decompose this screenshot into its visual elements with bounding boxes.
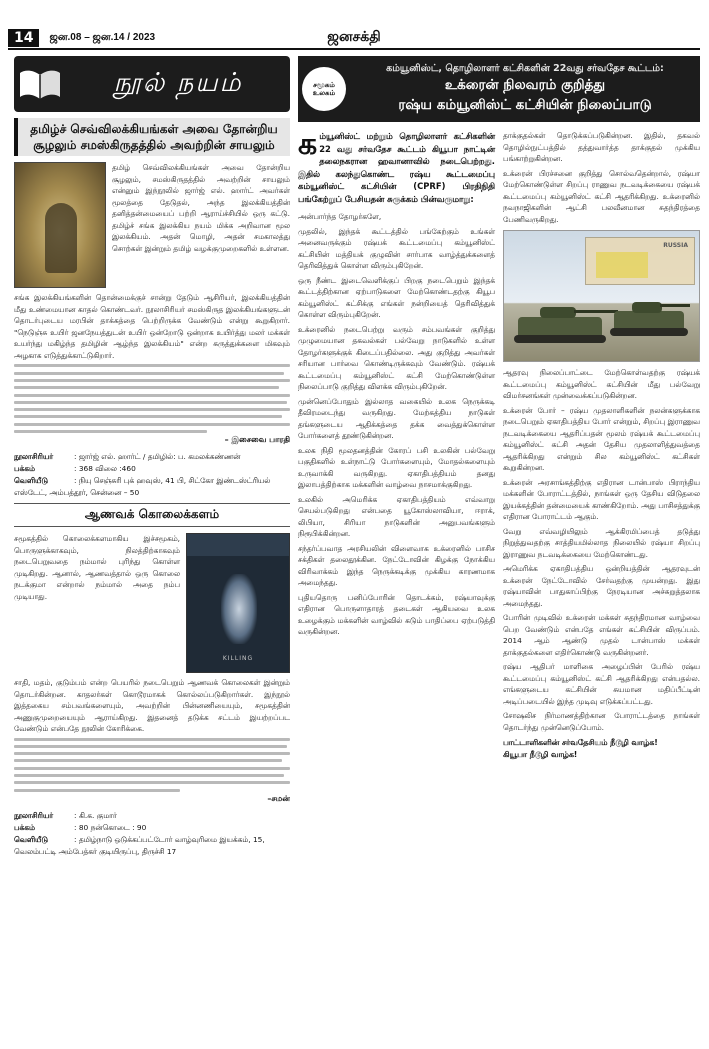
page-header [8, 28, 700, 50]
paragraph: உக்ரைன் போர் – ரஷ்ய முதலாளிகளின் நலன்களுக்காக நடைபெறும் ஏகாதிபத்திய போர் என்றும், சிறப்பு இராணுவ நடவடிக்கையை ஆதரிப்பதன் மூலம் ரஷ்யக் கூட்டமைப்பு கம்யூனிஸ்ட் கட்சி அதன் தேசிய முதலாளித்துவத்தை ஆதரிக்கிறது என்றும் சில கம்யூனிஸ்ட் கட்சிகள் கூறுகின்றன. [503, 405, 700, 472]
paragraph: தாக்குதல்கள் தொடுக்கப்படுகின்றன. இதில், தகவல் தொழில்நுட்பத்தில் தத்துவார்த்த தாக்குதல் முக்கிய பங்காற்றுகின்றன. [503, 131, 700, 163]
article1-text-continuation [14, 361, 290, 433]
article-lead: கம்யூனிஸ்ட் மற்றும் தொழிலாளர் கட்சிகளின் 22 வது சர்வதேச கூட்டம் கியூபா நாட்டின் தலைநகரான ஹவானாவில் நடைபெற்றது. இதில் கலந்துகொண்ட ரஷ்ய கூட்டமைப்பு கம்யூனிஸ்ட் கட்சியின் (CPRF) பிரதிநிதி பங்கேற்றுப் பேசியதன் சுருக்கம் பின்வருமாறு: [298, 127, 495, 204]
article1-intro-block [14, 162, 290, 288]
map-inset: RUSSIA [585, 237, 695, 285]
credit-row: பக்கம் : 80 நன்கொடை : 90 [14, 822, 147, 832]
page-date: ஜன.08 – ஜன.14 / 2023 [49, 32, 156, 43]
article2-body: சாதி, மதம், குடும்பம் என்ற பெயரில் நடைபெறும் ஆணவக் கொலைகள் இன்றும் தொடர்கின்றன. காதலர்கள் கொடூரமாகக் கொல்லப்படுகிறார்கள். இந்நூல் இத்தகைய சம்பவங்களையும், அவற்றின் பின்னணியையும், சமூகத்தின் அணுகுமுறையையும் ஆராய்கிறது. இதனைத் தடுக்க சட்டம் இயற்றப்பட வேண்டும் என்பதே நூலின் கோரிக்கை. [14, 678, 290, 734]
book-cover-image [14, 162, 106, 288]
paragraph: உலக நிதி மூலதனத்தின் கோரப் பசி உலகின் பல்வேறு பகுதிகளில் உள்நாட்டு போர்களையும், மோதல்களையும் உருவாக்கி வருகிறது. ஏகாதிபத்தியம் தனது இலாபத்திற்காக மக்களின் வாழ்வை நாசமாக்குகிறது. [298, 445, 495, 489]
paragraph: உக்ரைன் பிரச்சனை குறித்து சொல்வதென்றால், ரஷ்யா மேற்கொண்டுள்ள சிறப்பு ராணுவ நடவடிக்கையை ரஷ்யக் கூட்டமைப்பு கம்யூனிஸ்ட் கட்சி ஆதரிக்கிறது. உக்ரைனில் நவநாஜிகளின் ஆட்சி பலவீனமான சுதந்திரத்தை பேணிவருகிறது. [503, 168, 700, 224]
book-cover-image: KILLING [186, 533, 290, 673]
paragraph: வேறு எவ்வழியிலும் ஆக்கிரமிப்பைத் தடுத்து நிறுத்துவதற்கு சாத்தியமில்லாத நிலையில் ரஷ்யா சிறப்பு இராணுவ நடவடிக்கையை மேற்கொண்டது. [503, 526, 700, 559]
article-column-1 [298, 127, 495, 761]
headline-line-2: ரஷ்ய கம்யூனிஸ்ட் கட்சியின் நிலைப்பாடு [398, 97, 652, 113]
book-review-column [14, 56, 290, 1046]
paragraph: முன்னெப்போதும் இல்லாத வகையில் உலக நெருக்கடி தீவிரமடைந்து வருகிறது. மேற்கத்திய நாடுகள் தங்களுடைய ஆதிக்கத்தை தக்க வைத்துக்கொள்ள போர்களைத் தூண்டுகின்றன. [298, 396, 495, 440]
closing-slogan-2: கியூபா நீடூழி வாழ்க! [503, 750, 578, 759]
newspaper-name: ஜனசக்தி [327, 29, 381, 45]
article2-intro-block [14, 533, 290, 673]
section-logo [298, 56, 350, 122]
credit-row: வெளியீடு : தமிழ்நாடு ஒடுக்கப்பட்டோர் வாழ்வுரிமை இயக்கம், 15, வெலம்பட்டி அம்பேத்கர் குடியிருப்பு, திருச்சி 17 [14, 834, 265, 856]
headline-line-1: உக்ரைன் நிலவரம் குறித்து [444, 77, 606, 94]
tanks-photo [503, 230, 700, 362]
paragraph: போரின் முடிவில் உக்ரைன் மக்கள் சுதந்திரமான வாழ்வை பெற வேண்டும் என்பதே எங்கள் கட்சியின் விருப்பம். 2014 ஆம் ஆண்டு முதல் டான்பாஸ் மக்கள் தாக்குதல்களை எதிர்கொண்டு வருகின்றனர். [503, 613, 700, 657]
article1-signature: – இசைவை பாரதி [224, 435, 290, 445]
credit-row: பக்கம் : 368 விலை :460 [14, 464, 136, 474]
credit-row: நூலாசிரியர் : கி.க. குமார் [14, 810, 117, 820]
paragraph: உக்ரைன் அரசாங்கத்திற்கு எதிரான டான்பாஸ் பிராந்திய மக்களின் போராட்டத்தில், நாங்கள் ஒரு தேசிய விடுதலை இயக்கத்தின் தன்மையைக் காண்கிறோம். அது பாசிசத்துக்கு எதிரான போராட்டம் ஆகும். [503, 477, 700, 521]
article2-signature: –சமன் [267, 793, 290, 803]
article1-intro: தமிழ் செவ்விலக்கியங்கள் அவை தோன்றிய சூழலும், சமஸ்கிருதத்தில் அவற்றின் சாயலும் என்னும் இந்நூலில் ஜார்ஜ் எல். ஹார்ட் அவர்கள் மூலத்தை தேடுதல், அந்த இலக்கியத்தின் தனித்தன்மையைப் பற்றி ஆராய்ச்சியில் ஒரு கட்டு. தமிழ்ச் சங்க இலக்கிய நயம் மிக்க அறிவான மூல இலக்கியம். அதன் மொழி, அதன் சமகாலத்து சொற்கள் இன்றும் தமிழ் வழக்குமுறைகளில் உள்ளன. [112, 163, 290, 253]
main-article [298, 56, 700, 1046]
article-column-2 [503, 130, 700, 761]
open-book-icon [14, 56, 66, 112]
paragraph: புதியதொரு பனிப்போரின் தொடக்கம், ரஷ்யாவுக்கு எதிரான பொருளாதாரத் தடைகள் ஆகியவை உலக உழைக்கும் மக்களின் வாழ்வில் கடும் பாதிப்பை ஏற்படுத்தி வருகின்றன. [298, 592, 495, 636]
page-number: 14 [8, 29, 39, 47]
closing-slogan-1: பாட்டாளிகளின் சர்வதேசியம் நீடூழி வாழ்க! [503, 738, 658, 747]
article2-credits [14, 810, 290, 858]
paragraph: உலகில் அமெரிக்க ஏகாதிபத்தியம் எவ்வாறு செயல்படுகிறது என்பதை யூகோஸ்லாவியா, ஈராக், லிபியா, சிரியா நாடுகளின் அனுபவங்களும் நிரூபிக்கின்றன. [298, 494, 495, 538]
paragraph: ஒரு நீண்ட இடைவெளிக்குப் பிறகு நடைபெறும் இந்தக் கூட்டத்திற்கான ஏற்பாடுகளை மேற்கொண்டதற்கு கியூப கம்யூனிஸ்ட் கட்சிக்கு எங்கள் நன்றியைத் தெரிவித்துக் கொள்ள விரும்புகிறேன். [298, 275, 495, 319]
article1-title: தமிழ்ச் செவ்விலக்கியங்கள் அவை தோன்றிய சூழலும் சமஸ்கிருதத்தில் அவற்றின் சாயலும் [14, 118, 290, 156]
main-article-header [298, 56, 700, 122]
paragraph: சோஷலிச நிர்மாணத்திற்கான போராட்டத்தை நாங்கள் தொடர்ந்து முன்னெடுப்போம். [503, 711, 700, 732]
article1-body: சங்க இலக்கியங்களின் தொன்மைக்குச் சான்று தேடும் ஆசிரியர், இலக்கியத்தின் மீது உண்மையான காதல் கொண்டவர். நூலாசிரியர் சமஸ்கிருத இலக்கியங்களுடன் தொடர்புடைய மரபின் தாக்கத்தை பெற்றிருக்க வேண்டும் என்று கூறுகிறார். "நெடுஞ்சு உயிர் ஜனநேயத்துடன் உயிர் ஒன்றோடு ஒன்றாக உயிர்த்து மலர் மக்கள் உயர்ந்து மகிழ்ந்த தமிழின் ஆழ்ந்த இலக்கியம்" என்ற கருத்துக்களை மிகவும் அழகாக எடுத்துக்காட்டுகிறார். [14, 293, 290, 360]
paragraph: அமெரிக்க ஏகாதிபத்திய ஒன்றியத்தின் ஆதரவுடன் உக்ரைன் நேட்டோவில் சேர்வதற்கு முயன்றது. இது ரஷ்யாவின் பாதுகாப்பிற்கு நேரடியான அச்சுறுத்தலாக அமைந்தது. [503, 564, 700, 608]
book-review-banner [14, 56, 290, 112]
paragraph: ஆதரவு நிலைப்பாட்டை மேற்கொள்வதற்கு ரஷ்யக் கூட்டமைப்பு கம்யூனிஸ்ட் கட்சியின் மீது பல்வேறு விமர்சனங்கள் முன்வைக்கப்படுகின்றன. [503, 368, 700, 400]
article-kicker: கம்யூனிஸ்ட், தொழிலாளர் கட்சிகளின் 22வது சர்வதேச கூட்டம்: [386, 63, 664, 75]
paragraph: சந்தர்ப்பவாத அரசியலின் விளைவாக உக்ரைனில் பாசிச சக்திகள் தலைதூக்கின. நேட்டோவின் கிழக்கு நோக்கிய விரிவாக்கம் இந்த நெருக்கடிக்கு முக்கிய காரணமாக அமைந்தது. [298, 543, 495, 587]
drop-cap: க [298, 127, 318, 162]
paragraph: முதலில், இந்தக் கூட்டத்தில் பங்கேற்கும் உங்கள் அனைவருக்கும் ரஷ்யக் கூட்டமைப்பு கம்யூனிஸ்ட் கட்சியின் மத்தியக் குழுவின் சார்பாக வாழ்த்துக்களைத் தெரிவித்துக் கொள்ள விரும்புகிறேன். [298, 226, 495, 270]
paragraph: உக்ரைனில் நடைபெற்று வரும் சம்பவங்கள் குறித்து முழுமையான தகவல்கள் பல்வேறு நாடுகளில் உள்ள தோழர்களுக்குக் கிடைப்பதில்லை. அது குறித்து அவர்கள் சரியான பார்வை கொண்டிருக்கவும் வேண்டும். ரஷ்யக் கூட்டமைப்பு கம்யூனிஸ்ட் கட்சி மேற்கொண்டுள்ள நிலைப்பாடு குறித்து விளக்க விரும்புகிறேன். [298, 324, 495, 391]
article2-text-continuation [14, 735, 290, 792]
globe-icon: சமூகம் உலகம் [302, 67, 346, 111]
paragraph: அன்பார்ந்த தோழர்களே, [298, 212, 382, 221]
paragraph: ரஷ்ய ஆதிபர் மாளிகை அழைப்பின் பேரில் ரஷ்ய கூட்டமைப்பு கம்யூனிஸ்ட் கட்சி ஆதரிக்கிறது என்பதல்ல. எங்களுடைய கட்சியின் சுயமான மதிப்பீட்டின் அடிப்படையில் இந்த முடிவு எடுக்கப்பட்டது. [503, 662, 700, 706]
banner-title: நூல் நயம் [113, 67, 243, 98]
article2-intro: சமூகத்தில் கொலைக்களமாகிய இச்சமூகம், பொருளுக்காகவும், நிலத்திற்காகவும் நடைபெறுவதை நம்மால் புரிந்து கொள்ள முடிகிறது. ஆனால், ஆணவத்தால் ஒரு கொலை நடக்குமா என்றால் நம்மால் அதை நம்ப முடியாது. [14, 534, 180, 601]
article2-title: ஆணவக் கொலைக்களம் [14, 503, 290, 527]
credit-row: வெளியீடு : நியு செஞ்சுரி புக் ஹவுஸ், 41 பி, சிட்கோ இண்டஸ்ட்ரியல் எஸ்டேட், அம்பத்தூர், சென்னை – 50 [14, 476, 271, 498]
credit-row: நூலாசிரியர் : ஜார்ஜ் எல். ஹார்ட் / தமிழில்: ப. கமலக்கண்ணன் [14, 452, 241, 462]
article1-credits [14, 451, 290, 499]
